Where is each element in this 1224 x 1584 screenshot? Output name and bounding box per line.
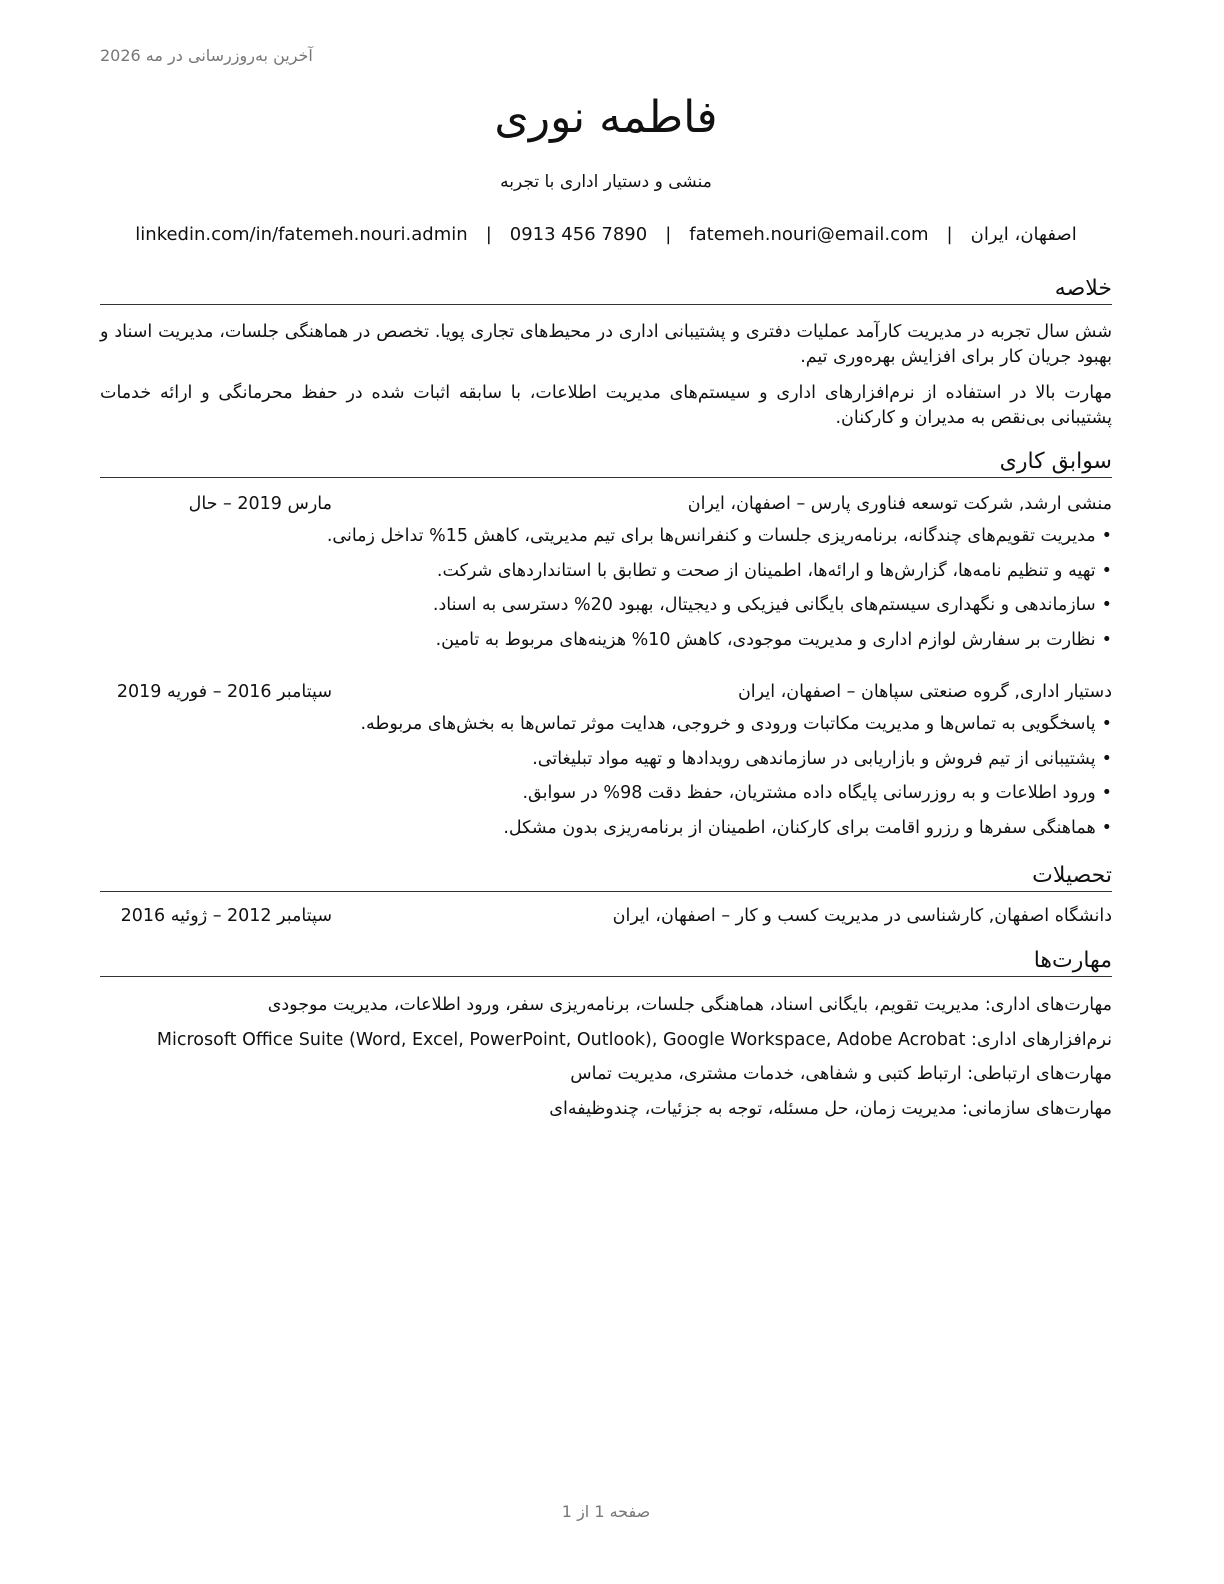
job-header [100,494,1112,518]
resume-page [100,0,1112,1584]
skill-row [100,1062,1112,1097]
bullet-text: سازماندهی و نگهداری سیستم‌های بایگانی فیزیکی و دیجیتال، بهبود 20% دسترسی به اسناد. [432,595,1096,615]
skill-label: مهارت‌های اداری: [984,995,1112,1015]
job-role: منشی ارشد, شرکت توسعه فناوری پارس – اصفهان، ایران [687,494,1112,514]
contact-separator: | [946,224,953,245]
page-number: صفحه 1 از 1 [561,1502,651,1521]
education-degree: دانشگاه اصفهان, کارشناسی در مدیریت کسب و کار – اصفهان، ایران [612,906,1112,926]
skill-row [100,1028,1112,1063]
skill-row [100,1097,1112,1132]
skill-value: Microsoft Office Suite (Word, Excel, PowerPoint, Outlook), Google Workspace, Adobe Acrobat [156,1029,966,1050]
skill-value: ارتباط کتبی و شفاهی، خدمات مشتری، مدیریت تماس [570,1064,962,1084]
list-item [100,747,1112,782]
skills-list [100,993,1112,1131]
list-item [100,816,1112,851]
contact-line [100,224,1112,245]
education-dates: سپتامبر 2012 – ژوئیه 2016 [120,906,332,926]
bullet-icon: • [1101,526,1112,546]
list-item [100,781,1112,816]
list-item [100,524,1112,559]
bullet-text: تهیه و تنظیم نامه‌ها، گزارش‌ها و ارائه‌ها، اطمینان از صحت و تطابق با استانداردهای شرکت. [436,560,1096,581]
contact-email[interactable]: fatemeh.nouri@email.com [689,224,929,245]
bullet-text: هماهنگی سفرها و رزرو اقامت برای کارکنان، اطمینان از برنامه‌ریزی بدون مشکل. [503,817,1096,838]
contact-phone: 0913 456 7890 [509,224,648,245]
bullet-icon: • [1101,817,1112,838]
bullet-icon: • [1101,748,1112,769]
job-role: دستیار اداری, گروه صنعتی سپاهان – اصفهان، ایران [737,682,1112,702]
skill-value: مدیریت زمان، حل مسئله، توجه به جزئیات، چندوظیفه‌ای [549,1098,957,1119]
bullet-text: ورود اطلاعات و به روزرسانی پایگاه داده مشتریان، حفظ دقت 98% در سوابق. [522,783,1096,803]
bullet-text: پاسخگویی به تماس‌ها و مدیریت مکاتبات ورودی و خروجی، هدایت موثر تماس‌ها به بخش‌های مربوطه. [360,714,1096,734]
bullet-text: نظارت بر سفارش لوازم اداری و مدیریت موجودی، کاهش 10% هزینه‌های مربوط به تامین. [435,629,1096,650]
bullet-icon: • [1101,629,1112,650]
section-title-education: تحصیلات [100,863,1112,892]
bullet-icon: • [1101,783,1112,803]
education-entry [100,906,1112,930]
section-title-experience: سوابق کاری [100,449,1112,478]
contact-separator: | [485,224,492,245]
section-title-summary: خلاصه [100,276,1112,305]
section-title-skills: مهارت‌ها [100,948,1112,977]
list-item [100,712,1112,747]
skill-label: نرم‌افزارهای اداری: [971,1029,1112,1050]
skill-label: مهارت‌های ارتباطی: [967,1064,1112,1084]
job-bullets [100,524,1112,662]
bullet-icon: • [1101,595,1112,615]
job-dates: مارس 2019 – حال [188,494,332,514]
candidate-name: فاطمه نوری [494,92,718,143]
bullet-text: مدیریت تقویم‌های چندگانه، برنامه‌ریزی جلسات و کنفرانس‌ها برای تیم مدیریتی، کاهش 15% تداخل زمانی. [326,526,1096,546]
summary-paragraph-1: شش سال تجربه در مدیریت کارآمد عملیات دفتری و پشتیبانی اداری در محیط‌های تجاری پویا. تخصص در هماهنگی جلسات، مدیریت اسناد و بهبود جریان کار برای افزایش بهره‌وری تیم. [100,322,1112,367]
contact-separator: | [665,224,672,245]
contact-linkedin[interactable]: linkedin.com/in/fatemeh.nouri.admin [135,224,468,245]
contact-location: اصفهان، ایران [970,224,1077,245]
list-item [100,559,1112,594]
skill-row [100,993,1112,1028]
bullet-icon: • [1101,714,1112,734]
last-updated: آخرین به‌روزرسانی در مه 2026 [100,46,313,65]
summary-paragraph-2: مهارت بالا در استفاده از نرم‌افزارهای اداری و سیستم‌های مدیریت اطلاعات، با سابقه اثبات شده در حفظ محرمانگی و ارائه خدمات پشتیبانی بی‌نقص به مدیران و کارکنان. [100,383,1112,428]
skill-value: مدیریت تقویم، بایگانی اسناد، هماهنگی جلسات، برنامه‌ریزی سفر، ورود اطلاعات، مدیریت موجودی [267,995,980,1015]
bullet-icon: • [1101,560,1112,581]
job-dates: سپتامبر 2016 – فوریه 2019 [116,682,332,702]
candidate-tagline: منشی و دستیار اداری با تجربه [500,172,712,192]
list-item [100,593,1112,628]
job-header [100,682,1112,706]
list-item [100,628,1112,663]
job-bullets [100,712,1112,850]
bullet-text: پشتیبانی از تیم فروش و بازاریابی در سازماندهی رویدادها و تهیه مواد تبلیغاتی. [532,748,1096,769]
skill-label: مهارت‌های سازمانی: [961,1098,1112,1119]
